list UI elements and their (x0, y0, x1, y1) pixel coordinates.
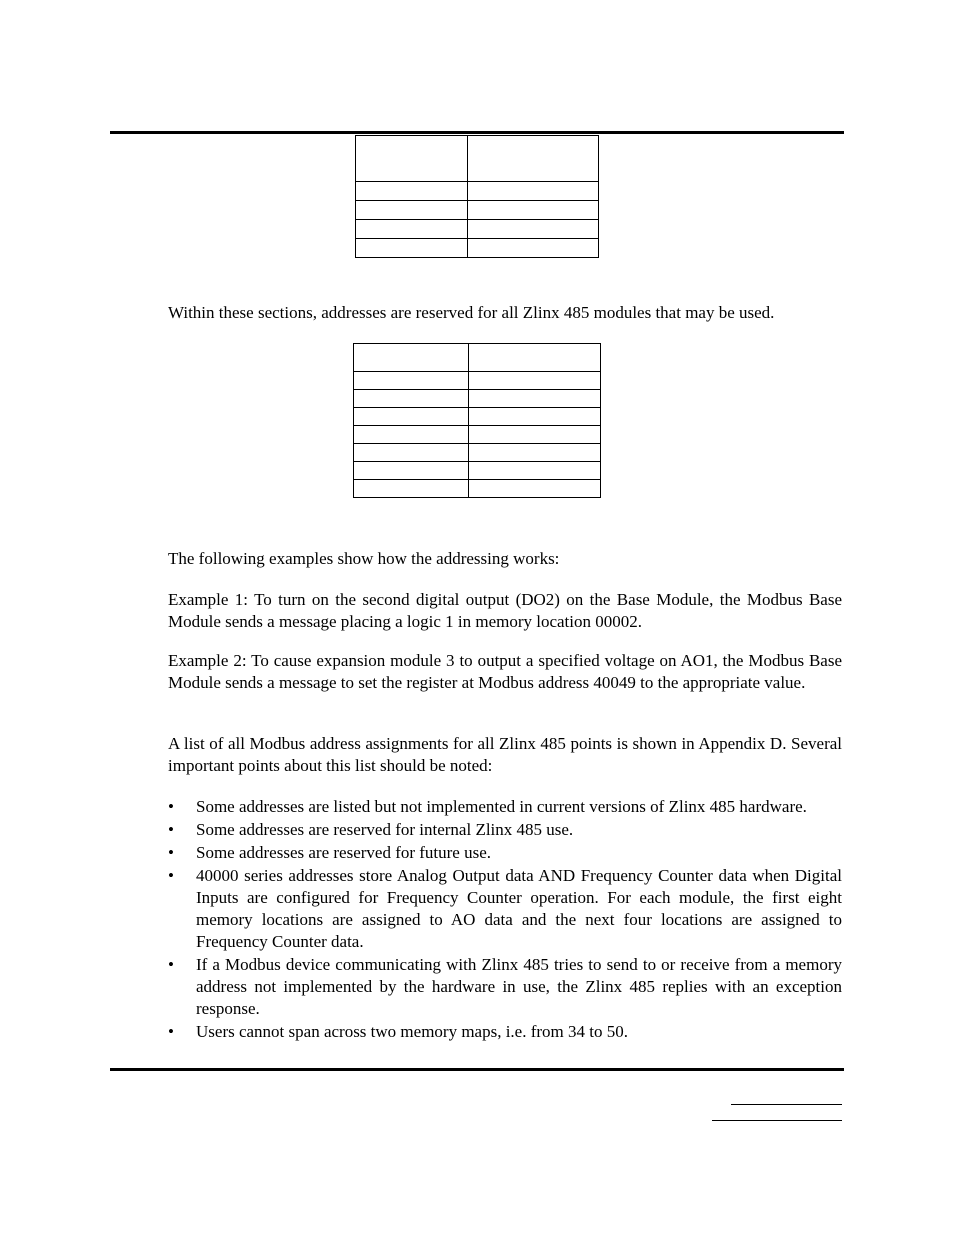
list-item (168, 1021, 842, 1043)
examples-intro-paragraph: The following examples show how the addressing works: (168, 549, 560, 568)
table-row (354, 344, 601, 372)
table-cell (356, 220, 468, 239)
table-cell (356, 182, 468, 201)
table-cell (469, 462, 601, 480)
list-item (168, 819, 842, 841)
table-cell (354, 344, 469, 372)
table-row (354, 372, 601, 390)
module-address-table (353, 343, 601, 498)
bullet-glyph: • (168, 820, 174, 839)
table-cell (468, 201, 599, 220)
table-row (354, 462, 601, 480)
table-cell (469, 480, 601, 498)
table-row (356, 220, 599, 239)
table-cell (356, 201, 468, 220)
list-item-text: If a Modbus device communicating with Zlinx 485 tries to send to or receive from a memory address not implemented by the hardware in use, the Zlinx 485 replies with an exception response. (196, 955, 842, 1018)
example2-paragraph: Example 2: To cause expansion module 3 to output a specified voltage on AO1, the Modbus Base Module sends a message to set the register at Modbus address 40049 to the appropriate value. (168, 651, 842, 692)
bullet-glyph: • (168, 797, 174, 816)
table-cell (469, 408, 601, 426)
table-cell (469, 444, 601, 462)
table-cell (356, 239, 468, 258)
table-cell (354, 390, 469, 408)
table-row (354, 390, 601, 408)
footer-rule (110, 1068, 844, 1071)
table-cell (469, 344, 601, 372)
table-row (354, 480, 601, 498)
bullet-glyph: • (168, 843, 174, 862)
table-row (354, 408, 601, 426)
table-cell (469, 390, 601, 408)
table-cell (468, 239, 599, 258)
table-row (354, 426, 601, 444)
table-cell (354, 462, 469, 480)
table-cell (354, 408, 469, 426)
memory-sections-table (355, 135, 599, 258)
bullet-glyph: • (168, 955, 174, 974)
bullet-glyph: • (168, 866, 174, 885)
list-item (168, 865, 842, 953)
list-item (168, 842, 842, 864)
table-cell (468, 182, 599, 201)
table-row (356, 182, 599, 201)
list-item-text: Users cannot span across two memory maps, i.e. from 34 to 50. (196, 1022, 628, 1041)
list-intro-paragraph: A list of all Modbus address assignments for all Zlinx 485 points is shown in Appendix D. Several important points about this list should be noted: (168, 734, 842, 775)
list-item-text: Some addresses are reserved for internal Zlinx 485 use. (196, 820, 574, 839)
table-cell (469, 426, 601, 444)
header-rule (110, 131, 844, 134)
list-item-text: 40000 series addresses store Analog Output data AND Frequency Counter data when Digital Inputs are configured for Frequency Counter operation. For each module, the first eight memory locations are assigned to AO data and the next four locations are assigned to Frequency Counter data. (196, 866, 842, 951)
table-cell (354, 480, 469, 498)
table-cell (468, 136, 599, 182)
table-row (356, 239, 599, 258)
example1-paragraph: Example 1: To turn on the second digital output (DO2) on the Base Module, the Modbus Base Module sends a message placing a logic 1 in memory location 00002. (168, 590, 842, 631)
table-cell (354, 372, 469, 390)
table-cell (354, 426, 469, 444)
table-row (356, 201, 599, 220)
table-cell (469, 372, 601, 390)
list-item-text: Some addresses are listed but not implemented in current versions of Zlinx 485 hardware. (196, 797, 807, 816)
list-item (168, 796, 842, 818)
reserved-paragraph: Within these sections, addresses are reserved for all Zlinx 485 modules that may be used. (168, 303, 775, 322)
table-cell (354, 444, 469, 462)
table-row (354, 444, 601, 462)
table-cell (468, 220, 599, 239)
notes-list (168, 796, 842, 1044)
footer-underline-2 (712, 1120, 842, 1121)
bullet-glyph: • (168, 1022, 174, 1041)
table-row (356, 136, 599, 182)
footer-underline-1 (731, 1104, 842, 1105)
list-item-text: Some addresses are reserved for future use. (196, 843, 492, 862)
list-item (168, 954, 842, 1020)
table-cell (356, 136, 468, 182)
